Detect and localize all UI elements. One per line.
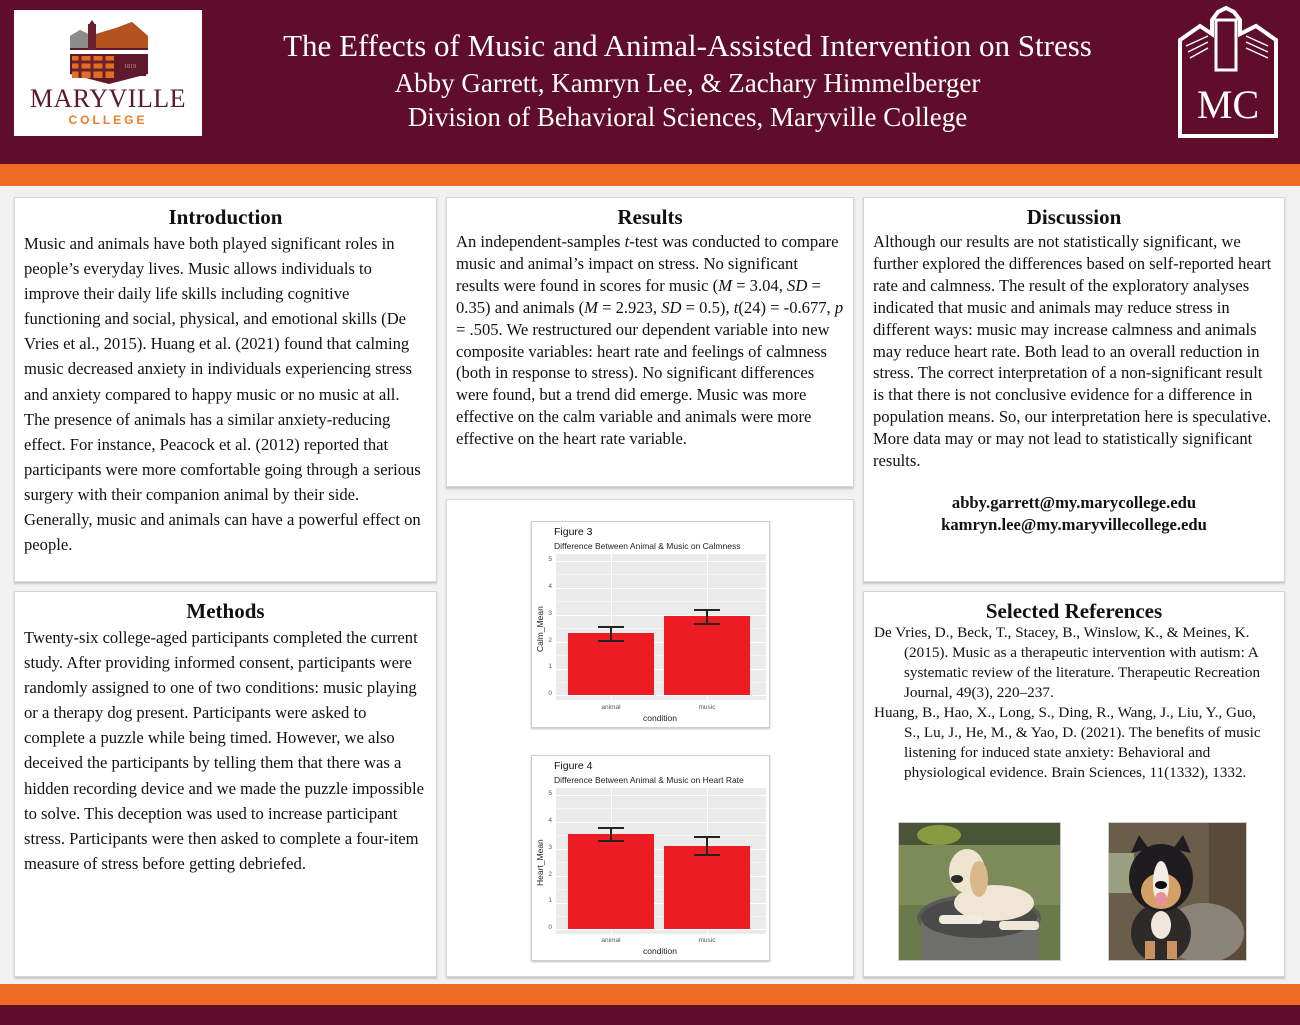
figure-4-error-bar-animal bbox=[610, 827, 612, 840]
poster-title: The Effects of Music and Animal-Assisted Intervention on Stress bbox=[283, 28, 1092, 63]
figure-4-title: Difference Between Animal & Music on Heart Rate bbox=[554, 775, 744, 785]
figure-4-y-axis-label: Heart_Mean bbox=[535, 839, 545, 886]
reference-item: Huang, B., Hao, X., Long, S., Ding, R., Wang, J., Liu, Y., Guo, S., Lu, J., He, M., & Yao, D. (2021). The benefits of music listening for induced state anxiety: Behavioral and physiological evidence. Brain Sciences, 11(1332), 1332. bbox=[874, 704, 1261, 781]
discussion-panel bbox=[863, 197, 1285, 582]
introduction-text: Music and animals have both played significant roles in people’s everyday lives. Music allows individuals to improve their daily life skills including cognitive functioning and social, physical, and emotional skills (De Vries et al., 2015). Huang et al. (2021) found that calming music decreased anxiety in individuals experiencing stress and anxiety compared to happy music or no music at all. The presence of animals has a similar anxiety-reducing effect. For instance, Peacock et al. (2012) reported that participants were more comfortable going through a serious surgery with their companion animal by their side. Generally, music and animals can have a powerful effect on people. bbox=[24, 234, 421, 555]
figure-3-title: Difference Between Animal & Music on Calmness bbox=[554, 541, 741, 551]
methods-text: Twenty-six college-aged participants completed the current study. After providing informed consent, participants were randomly assigned to one of two conditions: music playing or a therapy dog present. Participants were asked to complete a puzzle while being timed. However, we also deceived the participants by telling them that there was a hidden recording device and we made the puzzle impossible to solve. This deception was used to increase participant stress. Participants were then asked to complete a four-item measure of stress before getting debriefed. bbox=[24, 628, 424, 873]
college-building-icon bbox=[66, 18, 152, 84]
figure-3-xtick-animal: animal bbox=[601, 704, 621, 711]
contact-emails bbox=[864, 492, 1284, 536]
figure-3-x-axis-label: condition bbox=[642, 713, 678, 723]
references-heading: Selected References bbox=[985, 599, 1163, 623]
figure-3-y-axis-label: Calm_Mean bbox=[535, 606, 545, 652]
header-accent-band bbox=[0, 164, 1300, 186]
figure-4-error-bar-music bbox=[706, 836, 708, 854]
figures-panel bbox=[446, 499, 854, 977]
figure-4-ytick: 5 bbox=[548, 790, 552, 797]
figure-4-label: Figure 4 bbox=[554, 760, 593, 772]
figure-4-ytick: 1 bbox=[548, 897, 552, 904]
figure-3-ytick: 3 bbox=[548, 610, 552, 617]
figure-4-ytick: 4 bbox=[548, 817, 552, 824]
figure-4-xtick-music: music bbox=[698, 937, 716, 944]
reference-item: De Vries, D., Beck, T., Stacey, B., Winslow, K., & Meines, K. (2015). Music as a therapeutic intervention with autism: A systematic review of the literature. Therapeutic Recreation Journal, 49(3), 220–237. bbox=[874, 624, 1261, 701]
dog-photo-shepherd bbox=[1108, 822, 1247, 961]
figure-4-bar-animal bbox=[568, 834, 654, 929]
dog-photo-doodle bbox=[898, 822, 1061, 961]
email-kamryn-lee[interactable]: kamryn.lee@my.maryvillecollege.edu bbox=[941, 514, 1207, 534]
figure-4-ytick: 0 bbox=[548, 924, 552, 931]
references-panel bbox=[863, 591, 1285, 977]
discussion-text: Although our results are not statistically significant, we further explored the differences based on self-reported heart rate and calmness. The result of the exploratory analyses indicated that music and animals may reduce stress in different ways: music may increase calmness and animals may reduce heart rate. Both lead to an overall reduction in stress. The correct interpretation of a non-significant result is that there is not conclusive evidence for a difference in population means. So, our interpretation here is speculative. More data may or may not lead to statistically significant results. bbox=[873, 232, 1272, 471]
references-list bbox=[864, 623, 1284, 783]
figure-3-error-bar-music bbox=[706, 609, 708, 623]
figure-3-ytick: 5 bbox=[548, 556, 552, 563]
figure-3-ytick: 0 bbox=[548, 690, 552, 697]
results-panel bbox=[446, 197, 854, 487]
figure-4-x-axis-label: condition bbox=[642, 946, 678, 956]
figure-4-heart-rate-chart bbox=[531, 755, 770, 961]
introduction-heading: Introduction bbox=[168, 205, 283, 229]
figure-3-error-bar-animal bbox=[610, 626, 612, 640]
figure-3-label: Figure 3 bbox=[554, 526, 593, 538]
figure-3-ytick: 1 bbox=[548, 663, 552, 670]
methods-panel bbox=[14, 591, 437, 977]
figure-3-ytick: 4 bbox=[548, 583, 552, 590]
figure-3-xtick-music: music bbox=[698, 704, 716, 711]
footer-accent-band bbox=[0, 984, 1300, 1005]
introduction-panel bbox=[14, 197, 437, 582]
figure-3-bar-animal bbox=[568, 633, 654, 695]
discussion-heading: Discussion bbox=[1026, 205, 1122, 229]
email-abby-garrett[interactable]: abby.garrett@my.marycollege.edu bbox=[951, 492, 1197, 512]
maryville-college-logo bbox=[14, 10, 202, 136]
logo-wordmark-college: COLLEGE bbox=[68, 113, 148, 127]
figure-4-bar-music bbox=[664, 846, 750, 929]
figure-3-bar-music bbox=[664, 616, 750, 695]
poster-header bbox=[0, 0, 1300, 164]
footer-band bbox=[0, 1005, 1300, 1025]
figure-4-ytick: 2 bbox=[548, 871, 552, 878]
methods-heading: Methods bbox=[186, 599, 265, 623]
results-heading: Results bbox=[617, 205, 683, 229]
poster-authors: Abby Garrett, Kamryn Lee, & Zachary Himmelberger bbox=[394, 68, 981, 98]
mc-monogram-logo bbox=[1172, 6, 1284, 141]
figure-3-ytick: 2 bbox=[548, 637, 552, 644]
svg-text:MC: MC bbox=[1196, 82, 1260, 127]
results-text: An independent-samples t-test was conducted to compare music and animal’s impact on stress. No significant results were found in scores for music (M = 3.04, SD = 0.35) and animals (M = 2.923, SD = 0.5), t(24) = -0.677, p = .505. We restructured our dependent variable into new composite variables: heart rate and feelings of calmness (both in response to stress). No significant differences were found, but a trend did emerge. Music was more effective on the calm variable and animals were more effective on the heart rate variable. bbox=[456, 232, 844, 449]
figure-3-calmness-chart bbox=[531, 521, 770, 728]
figure-4-plot-area bbox=[556, 788, 766, 934]
logo-wordmark-maryville: MARYVILLE bbox=[29, 84, 187, 113]
poster-affiliation: Division of Behavioral Sciences, Maryville College bbox=[407, 102, 968, 132]
figure-4-ytick: 3 bbox=[548, 844, 552, 851]
figure-4-xtick-animal: animal bbox=[601, 937, 621, 944]
svg-text:1819: 1819 bbox=[124, 64, 136, 70]
figure-3-plot-area bbox=[556, 554, 766, 700]
